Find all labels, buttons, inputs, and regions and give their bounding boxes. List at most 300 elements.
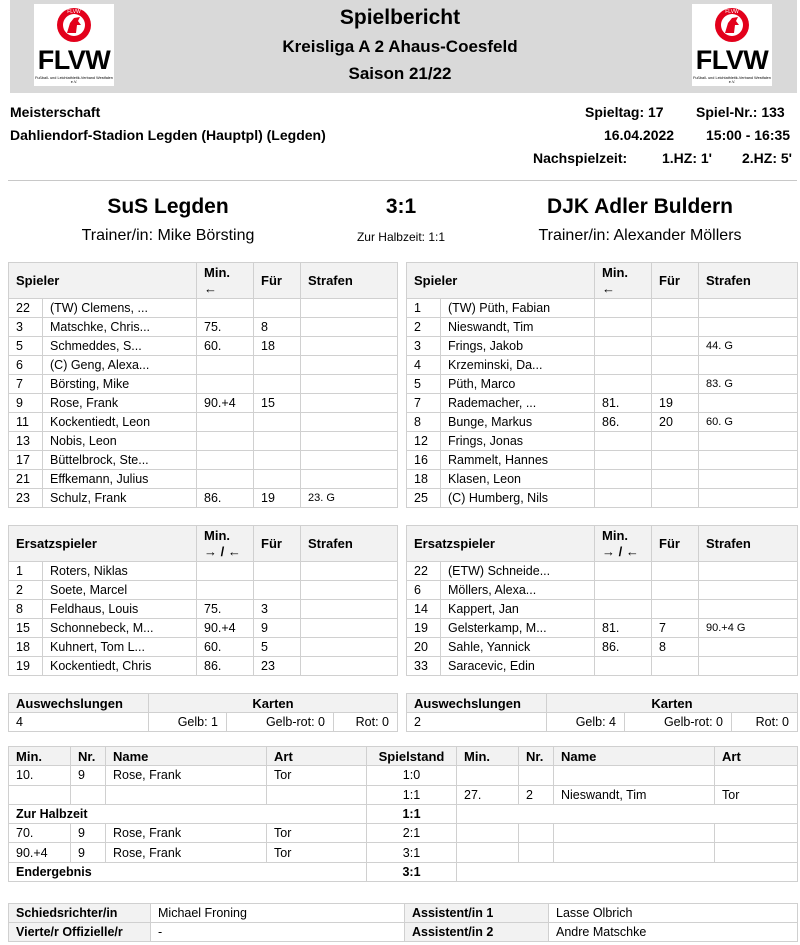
- player-name: Kuhnert, Tom L...: [43, 638, 197, 657]
- home-event-player: Rose, Frank: [106, 766, 267, 785]
- player-penalty: [301, 600, 398, 619]
- player-penalty: [699, 394, 798, 413]
- player-penalty: [699, 489, 798, 508]
- player-minute: [197, 562, 254, 581]
- player-penalty: 23. G: [301, 489, 398, 508]
- player-number: 19: [407, 619, 441, 638]
- away-event-number: 2: [519, 785, 554, 804]
- season: Saison 21/22: [348, 64, 452, 83]
- event-row: [9, 766, 798, 785]
- away-event-type: [715, 843, 798, 862]
- player-penalty: 83. G: [699, 375, 798, 394]
- away-team: DJK Adler Buldern: [547, 195, 733, 218]
- player-minute: [595, 562, 652, 581]
- player-for: [254, 432, 301, 451]
- divider: [8, 180, 797, 181]
- player-name: Büttelbrock, Ste...: [43, 451, 197, 470]
- col-minute: Min.: [9, 747, 71, 766]
- col-penalties: Strafen: [301, 263, 398, 299]
- player-minute: [197, 432, 254, 451]
- player-for: 19: [254, 489, 301, 508]
- player-for: [652, 600, 699, 619]
- logo-wordmark: FLVW: [37, 45, 111, 75]
- player-penalty: [301, 619, 398, 638]
- away-event-minute: [457, 824, 519, 843]
- away-event-minute: [457, 766, 519, 785]
- player-penalty: [699, 562, 798, 581]
- subs-count-label: Auswechslungen: [407, 694, 547, 713]
- col-for: Für: [652, 263, 699, 299]
- player-number: 22: [9, 299, 43, 318]
- player-for: [652, 489, 699, 508]
- officials-table: [8, 903, 798, 942]
- player-name: (TW) Püth, Fabian: [441, 299, 595, 318]
- match-date: 16.04.2022: [604, 127, 675, 143]
- player-penalty: [699, 638, 798, 657]
- player-name: Püth, Marco: [441, 375, 595, 394]
- event-row: [9, 843, 798, 862]
- extra-time-h2: 2.HZ: 5': [742, 150, 793, 166]
- player-minute: 86.: [197, 489, 254, 508]
- svg-text:FLVW: FLVW: [67, 9, 81, 15]
- table-row: [407, 619, 798, 638]
- subs-count: 4: [9, 713, 149, 732]
- player-for: [652, 375, 699, 394]
- player-minute: [595, 375, 652, 394]
- away-summary-table: [406, 693, 798, 732]
- cards-label: Karten: [547, 694, 798, 713]
- player-number: 3: [407, 337, 441, 356]
- away-event-number: [519, 766, 554, 785]
- player-for: 8: [652, 638, 699, 657]
- fourth-official-label: Vierte/r Offizielle/r: [9, 923, 151, 942]
- report-title: Spielbericht: [339, 6, 461, 29]
- player-name: Kockentiedt, Chris: [43, 657, 197, 676]
- table-row: [9, 299, 398, 318]
- table-header: [407, 526, 798, 562]
- player-number: 14: [407, 600, 441, 619]
- player-minute: 75.: [197, 318, 254, 337]
- table-row: [407, 600, 798, 619]
- player-minute: [595, 356, 652, 375]
- player-name: (C) Humberg, Nils: [441, 489, 595, 508]
- away-event-number: [519, 843, 554, 862]
- table-header: [407, 263, 798, 299]
- away-event-type: Tor: [715, 785, 798, 804]
- table-row: [407, 318, 798, 337]
- player-name: Kockentiedt, Leon: [43, 413, 197, 432]
- away-lineup-table: [406, 262, 798, 508]
- player-minute: [595, 600, 652, 619]
- player-penalty: 44. G: [699, 337, 798, 356]
- home-event-player: Rose, Frank: [106, 824, 267, 843]
- home-event-type: [267, 785, 367, 804]
- col-minute: Min. ←: [197, 263, 254, 299]
- player-penalty: 60. G: [699, 413, 798, 432]
- table-row: [9, 657, 398, 676]
- referee-label: Schiedsrichter/in: [9, 904, 151, 923]
- home-event-number: [71, 785, 106, 804]
- logo-subtext: Fußball- und Leichtathletik-Verband Westfalen e.V.: [35, 76, 113, 84]
- player-number: 6: [407, 581, 441, 600]
- player-name: Effkemann, Julius: [43, 470, 197, 489]
- player-number: 15: [9, 619, 43, 638]
- table-row: [407, 581, 798, 600]
- player-minute: [595, 432, 652, 451]
- table-row: [9, 375, 398, 394]
- player-for: 7: [652, 619, 699, 638]
- table-header: [407, 694, 798, 713]
- player-for: [652, 562, 699, 581]
- red-cards: Rot: 0: [732, 713, 798, 732]
- player-number: 1: [9, 562, 43, 581]
- player-minute: [197, 581, 254, 600]
- col-penalties: Strafen: [301, 526, 398, 562]
- event-score: 1:1: [367, 804, 457, 823]
- player-minute: [595, 299, 652, 318]
- referee-name: Michael Froning: [151, 904, 405, 923]
- assistant1-name: Lasse Olbrich: [549, 904, 798, 923]
- player-penalty: [301, 318, 398, 337]
- player-number: 23: [9, 489, 43, 508]
- player-for: [254, 562, 301, 581]
- halftime-score: Zur Halbzeit: 1:1: [356, 230, 446, 244]
- yellow-red-cards: Gelb-rot: 0: [227, 713, 334, 732]
- player-penalty: [699, 299, 798, 318]
- table-row: [9, 638, 398, 657]
- empty-cell: [457, 862, 798, 881]
- player-number: 6: [9, 356, 43, 375]
- player-name: Rammelt, Hannes: [441, 451, 595, 470]
- event-score: 1:1: [367, 785, 457, 804]
- player-number: 17: [9, 451, 43, 470]
- player-for: [652, 318, 699, 337]
- player-number: 11: [9, 413, 43, 432]
- table-row: [9, 713, 398, 732]
- matchday: Spieltag: 17: [585, 104, 664, 120]
- player-penalty: [301, 299, 398, 318]
- player-minute: 90.+4: [197, 394, 254, 413]
- col-for: Für: [652, 526, 699, 562]
- player-name: Saracevic, Edin: [441, 657, 595, 676]
- table-row: [9, 432, 398, 451]
- player-number: 21: [9, 470, 43, 489]
- col-penalties: Strafen: [699, 263, 798, 299]
- table-row: [407, 562, 798, 581]
- event-row: [9, 785, 798, 804]
- event-score: 2:1: [367, 824, 457, 843]
- home-event-player: Rose, Frank: [106, 843, 267, 862]
- player-name: (ETW) Schneide...: [441, 562, 595, 581]
- col-minute: Min. ←: [595, 263, 652, 299]
- empty-cell: [457, 804, 798, 823]
- table-row: [9, 923, 798, 942]
- yellow-cards: Gelb: 4: [547, 713, 625, 732]
- away-event-player: [554, 843, 715, 862]
- player-for: [254, 470, 301, 489]
- player-number: 5: [407, 375, 441, 394]
- league-name: Kreisliga A 2 Ahaus-Coesfeld: [282, 37, 518, 56]
- table-row: [407, 657, 798, 676]
- player-name: Frings, Jakob: [441, 337, 595, 356]
- player-number: 8: [407, 413, 441, 432]
- player-minute: 60.: [197, 638, 254, 657]
- col-name: Name: [106, 747, 267, 766]
- col-type: Art: [715, 747, 798, 766]
- col-for: Für: [254, 263, 301, 299]
- player-for: [254, 413, 301, 432]
- col-score: Spielstand: [367, 747, 457, 766]
- player-minute: 86.: [595, 413, 652, 432]
- player-for: 9: [254, 619, 301, 638]
- player-number: 22: [407, 562, 441, 581]
- player-minute: [197, 375, 254, 394]
- player-minute: [197, 356, 254, 375]
- subs-count-label: Auswechslungen: [9, 694, 149, 713]
- home-event-type: Tor: [267, 824, 367, 843]
- col-minute: Min. → / ←: [197, 526, 254, 562]
- assistant2-label: Assistent/in 2: [405, 923, 549, 942]
- player-name: Nieswandt, Tim: [441, 318, 595, 337]
- player-minute: [595, 337, 652, 356]
- player-number: 25: [407, 489, 441, 508]
- halftime-label: Zur Halbzeit: [9, 804, 367, 823]
- player-number: 7: [407, 394, 441, 413]
- player-for: [652, 337, 699, 356]
- yellow-cards: Gelb: 1: [149, 713, 227, 732]
- table-row: [9, 451, 398, 470]
- player-for: [652, 581, 699, 600]
- home-event-number: 9: [71, 824, 106, 843]
- competition: Meisterschaft: [10, 104, 101, 120]
- player-penalty: [301, 394, 398, 413]
- col-number: Nr.: [519, 747, 554, 766]
- match-time: 15:00 - 16:35: [706, 127, 791, 143]
- player-penalty: 90.+4 G: [699, 619, 798, 638]
- event-score: 3:1: [367, 843, 457, 862]
- player-for: 19: [652, 394, 699, 413]
- red-cards: Rot: 0: [334, 713, 398, 732]
- player-for: [652, 657, 699, 676]
- player-number: 7: [9, 375, 43, 394]
- home-summary-table: [8, 693, 398, 732]
- table-row: [9, 619, 398, 638]
- home-coach: Trainer/in: Mike Börsting: [81, 227, 255, 244]
- player-number: 18: [9, 638, 43, 657]
- away-event-number: [519, 824, 554, 843]
- player-penalty: [301, 562, 398, 581]
- player-for: 3: [254, 600, 301, 619]
- home-team: SuS Legden: [107, 195, 229, 218]
- table-row: [9, 489, 398, 508]
- player-penalty: [699, 451, 798, 470]
- home-event-type: Tor: [267, 843, 367, 862]
- extra-time-label: Nachspielzeit:: [533, 150, 628, 166]
- home-event-type: Tor: [267, 766, 367, 785]
- player-number: 8: [9, 600, 43, 619]
- col-number: Nr.: [71, 747, 106, 766]
- player-minute: [595, 451, 652, 470]
- player-minute: [595, 318, 652, 337]
- player-for: [652, 356, 699, 375]
- table-row: [9, 600, 398, 619]
- player-number: 4: [407, 356, 441, 375]
- table-row: [407, 356, 798, 375]
- player-penalty: [699, 600, 798, 619]
- away-event-type: [715, 766, 798, 785]
- player-number: 2: [407, 318, 441, 337]
- logo-wordmark: FLVW: [695, 45, 769, 75]
- player-name: Möllers, Alexa...: [441, 581, 595, 600]
- col-player: Spieler: [407, 263, 595, 299]
- player-penalty: [699, 657, 798, 676]
- player-name: Roters, Niklas: [43, 562, 197, 581]
- player-for: 15: [254, 394, 301, 413]
- player-for: 5: [254, 638, 301, 657]
- player-number: 2: [9, 581, 43, 600]
- away-event-player: [554, 766, 715, 785]
- table-row: [407, 489, 798, 508]
- player-minute: [197, 299, 254, 318]
- table-row: [407, 432, 798, 451]
- player-for: [254, 356, 301, 375]
- player-penalty: [301, 470, 398, 489]
- player-minute: [595, 470, 652, 489]
- table-row: [407, 299, 798, 318]
- player-penalty: [301, 337, 398, 356]
- player-name: Bunge, Markus: [441, 413, 595, 432]
- halftime-row: [9, 804, 798, 823]
- col-type: Art: [267, 747, 367, 766]
- player-number: 33: [407, 657, 441, 676]
- away-event-type: [715, 824, 798, 843]
- player-number: 19: [9, 657, 43, 676]
- player-number: 5: [9, 337, 43, 356]
- player-penalty: [301, 432, 398, 451]
- player-minute: 60.: [197, 337, 254, 356]
- away-event-player: [554, 824, 715, 843]
- player-number: 16: [407, 451, 441, 470]
- svg-text:FLVW: FLVW: [725, 9, 739, 15]
- player-for: 20: [652, 413, 699, 432]
- home-lineup-table: [8, 262, 398, 508]
- away-subs-table: [406, 525, 798, 676]
- player-penalty: [301, 657, 398, 676]
- player-name: Frings, Jonas: [441, 432, 595, 451]
- player-name: (C) Geng, Alexa...: [43, 356, 197, 375]
- home-event-minute: 10.: [9, 766, 71, 785]
- player-name: Schulz, Frank: [43, 489, 197, 508]
- player-penalty: [699, 318, 798, 337]
- assistant1-label: Assistent/in 1: [405, 904, 549, 923]
- player-penalty: [699, 432, 798, 451]
- logo-subtext: Fußball- und Leichtathletik-Verband Westfalen e.V.: [693, 76, 771, 84]
- player-for: [254, 375, 301, 394]
- table-row: [407, 638, 798, 657]
- player-minute: [197, 451, 254, 470]
- player-name: Schonnebeck, M...: [43, 619, 197, 638]
- table-row: [407, 337, 798, 356]
- final-score: 3:1: [385, 195, 417, 218]
- table-row: [9, 581, 398, 600]
- table-row: [9, 562, 398, 581]
- player-minute: 75.: [197, 600, 254, 619]
- player-minute: 86.: [197, 657, 254, 676]
- player-for: [652, 451, 699, 470]
- event-score: 1:0: [367, 766, 457, 785]
- player-penalty: [699, 581, 798, 600]
- player-number: 1: [407, 299, 441, 318]
- table-row: [9, 318, 398, 337]
- col-substitute: Ersatzspieler: [407, 526, 595, 562]
- player-minute: 81.: [595, 394, 652, 413]
- fourth-official-name: -: [151, 923, 405, 942]
- col-penalties: Strafen: [699, 526, 798, 562]
- table-row: [9, 394, 398, 413]
- player-name: Soete, Marcel: [43, 581, 197, 600]
- home-event-player: [106, 785, 267, 804]
- table-row: [407, 713, 798, 732]
- yellow-red-cards: Gelb-rot: 0: [625, 713, 732, 732]
- col-name: Name: [554, 747, 715, 766]
- player-for: 18: [254, 337, 301, 356]
- table-row: [9, 337, 398, 356]
- venue: Dahliendorf-Stadion Legden (Hauptpl) (Legden): [10, 127, 326, 143]
- player-penalty: [301, 375, 398, 394]
- player-number: 18: [407, 470, 441, 489]
- player-minute: 90.+4: [197, 619, 254, 638]
- player-minute: 81.: [595, 619, 652, 638]
- player-penalty: [301, 413, 398, 432]
- table-row: [407, 451, 798, 470]
- assistant2-name: Andre Matschke: [549, 923, 798, 942]
- away-event-player: Nieswandt, Tim: [554, 785, 715, 804]
- player-name: Kappert, Jan: [441, 600, 595, 619]
- col-minute: Min. → / ←: [595, 526, 652, 562]
- player-penalty: [301, 356, 398, 375]
- player-name: Börsting, Mike: [43, 375, 197, 394]
- player-number: 20: [407, 638, 441, 657]
- col-minute: Min.: [457, 747, 519, 766]
- player-name: Sahle, Yannick: [441, 638, 595, 657]
- table-row: [407, 413, 798, 432]
- col-for: Für: [254, 526, 301, 562]
- home-event-minute: 70.: [9, 824, 71, 843]
- table-row: [9, 470, 398, 489]
- away-event-minute: 27.: [457, 785, 519, 804]
- player-name: Schmeddes, S...: [43, 337, 197, 356]
- home-event-number: 9: [71, 766, 106, 785]
- player-name: Klasen, Leon: [441, 470, 595, 489]
- table-row: [407, 394, 798, 413]
- table-row: [9, 904, 798, 923]
- player-minute: [595, 489, 652, 508]
- player-for: [652, 432, 699, 451]
- table-header: [9, 526, 398, 562]
- player-name: Nobis, Leon: [43, 432, 197, 451]
- final-row: [9, 862, 798, 881]
- player-for: [254, 299, 301, 318]
- home-event-minute: 90.+4: [9, 843, 71, 862]
- player-minute: [595, 581, 652, 600]
- player-for: [652, 299, 699, 318]
- event-score: 3:1: [367, 862, 457, 881]
- player-name: Rose, Frank: [43, 394, 197, 413]
- player-number: 13: [9, 432, 43, 451]
- player-name: (TW) Clemens, ...: [43, 299, 197, 318]
- extra-time-h1: 1.HZ: 1': [662, 150, 713, 166]
- player-penalty: [699, 356, 798, 375]
